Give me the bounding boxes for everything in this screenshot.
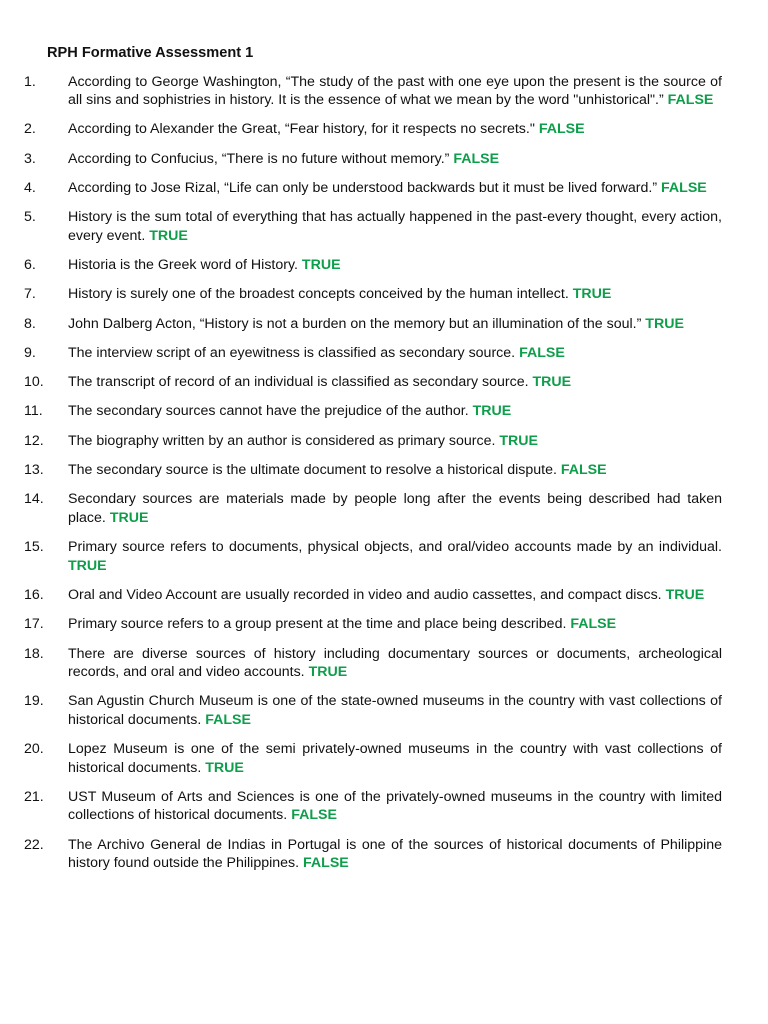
list-item [24,586,722,605]
item-number: 12. [24,432,44,449]
item-number: 15. [24,539,44,556]
item-number: 5. [24,209,36,226]
item-answer: FALSE [661,179,707,196]
item-answer: TRUE [532,374,572,391]
item-statement-text: History is the sum total of everything that has actually happened in the past-every thought, every action, every event. [68,209,722,244]
list-item [24,461,722,480]
item-statement-text: Oral and Video Account are usually recorded in video and audio cassettes, and compact discs. [68,586,662,603]
item-statement [68,373,722,392]
item-number: 7. [24,286,36,303]
item-statement [68,836,722,873]
item-statement-text: According to Alexander the Great, “Fear history, for it respects no secrets." [68,121,535,138]
list-item [24,615,722,634]
item-number: 16. [24,586,44,603]
item-statement-text: Primary source refers to a group present at the time and place being described. [68,616,567,633]
item-statement-text: Lopez Museum is one of the semi privately-owned museums in the country with vast collections of historical documents. [68,741,722,776]
item-answer: TRUE [665,586,705,603]
item-answer: FALSE [570,616,617,633]
document-title: RPH Formative Assessment 1 [47,45,254,61]
item-answer: TRUE [572,286,612,303]
item-answer: TRUE [301,256,341,273]
item-statement [68,538,722,575]
list-item [24,490,722,527]
item-number: 1. [24,73,36,90]
item-statement [68,179,722,198]
item-statement [68,432,722,451]
item-number: 8. [24,315,36,332]
list-item [24,285,722,304]
item-number: 21. [24,788,44,805]
list-item [24,645,722,682]
item-statement-text: The interview script of an eyewitness is classified as secondary source. [68,344,516,361]
item-statement [68,788,722,825]
item-statement-text: According to Jose Rizal, “Life can only be understood backwards but it must be lived forward.” [68,179,658,196]
item-statement-text: The biography written by an author is considered as primary source. [68,432,496,449]
item-statement-text: The secondary sources cannot have the prejudice of the author. [68,403,469,420]
item-statement-text: Primary source refers to documents, physical objects, and oral/video accounts made by an individual. [68,539,722,556]
list-item [24,120,722,139]
item-answer: TRUE [109,509,149,526]
list-item [24,344,722,363]
list-item [24,208,722,245]
item-statement [68,490,722,527]
item-statement [68,740,722,777]
item-answer: FALSE [560,462,607,479]
item-answer: TRUE [205,759,244,776]
item-number: 22. [24,836,44,853]
item-answer: FALSE [538,121,585,138]
item-answer: TRUE [149,227,188,244]
list-item [24,836,722,873]
item-number: 6. [24,256,36,273]
item-statement [68,73,722,110]
item-answer: FALSE [667,92,714,108]
item-answer: TRUE [645,315,684,332]
item-number: 3. [24,150,36,167]
item-number: 11. [24,403,43,420]
item-number: 20. [24,741,44,758]
list-item [24,402,722,421]
item-statement [68,586,722,605]
item-statement-text: According to Confucius, “There is no future without memory.” [68,150,450,167]
item-statement-text: According to George Washington, “The study of the past with one eye upon the present is the source of all sins and sophistries in history. It is the essence of what we mean by the word "unhistorical".” [68,73,722,108]
list-item [24,788,722,825]
item-statement [68,285,722,304]
list-item [24,538,722,575]
item-statement-text: San Agustin Church Museum is one of the state-owned museums in the country with vast collections of historical documents. [68,693,722,728]
item-answer: FALSE [519,344,565,361]
item-statement-text: UST Museum of Arts and Sciences is one of the privately-owned museums in the country with limited collections of historical documents. [68,788,722,824]
item-number: 17. [24,616,44,633]
item-statement [68,402,722,421]
item-answer: FALSE [205,711,251,728]
item-answer: TRUE [308,664,348,681]
item-statement [68,256,722,275]
item-statement-text: Secondary sources are materials made by people long after the events being described had taken place. [68,491,722,526]
item-statement [68,461,722,480]
item-statement [68,120,722,139]
item-answer: TRUE [499,432,538,449]
list-item [24,256,722,275]
item-statement [68,645,722,682]
list-item [24,692,722,729]
list-item [24,315,722,334]
item-statement-text: History is surely one of the broadest concepts conceived by the human intellect. [68,286,569,303]
item-statement [68,150,722,169]
item-number: 14. [24,491,44,508]
item-statement [68,344,722,363]
list-item [24,373,722,392]
item-answer: TRUE [68,557,107,574]
item-answer: FALSE [453,150,500,167]
item-statement [68,208,722,245]
item-statement-text: John Dalberg Acton, “History is not a burden on the memory but an illumination of the soul.” [68,315,642,332]
item-number: 9. [24,344,36,361]
item-answer: TRUE [472,403,512,420]
question-list [24,73,722,873]
item-statement [68,692,722,729]
item-statement-text: The Archivo General de Indias in Portugal is one of the sources of historical documents of Philippine history found outside the Philippines. [68,836,722,872]
list-item [24,179,722,198]
list-item [24,740,722,777]
item-statement-text: The secondary source is the ultimate document to resolve a historical dispute. [68,462,557,479]
item-number: 19. [24,693,44,710]
list-item [24,432,722,451]
item-number: 13. [24,462,44,479]
item-number: 18. [24,645,44,662]
item-number: 4. [24,179,36,196]
item-answer: FALSE [303,855,349,872]
item-statement-text: The transcript of record of an individual is classified as secondary source. [68,374,529,391]
list-item [24,150,722,169]
item-number: 2. [24,121,36,138]
item-answer: FALSE [291,807,337,824]
item-statement-text: There are diverse sources of history including documentary sources or documents, archeological records, and oral and video accounts. [68,645,722,681]
item-number: 10. [24,374,44,391]
item-statement [68,615,722,634]
item-statement-text: Historia is the Greek word of History. [68,256,298,273]
list-item [24,73,722,110]
item-statement [68,315,722,334]
